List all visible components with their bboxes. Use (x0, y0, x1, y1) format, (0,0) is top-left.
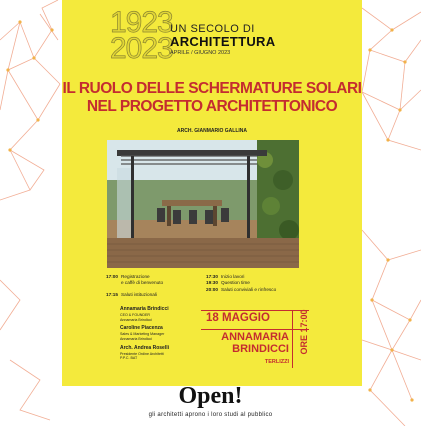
speaker-entry: Arch. Andrea Roselli (120, 344, 169, 351)
divider-vertical (292, 311, 293, 368)
program-item: 20:00 Saluti conviviali e rinfresco (206, 286, 277, 292)
talk-title-line2: NEL PROGETTO ARCHITETTONICO (86, 98, 338, 115)
program-item: 17:30 Inizio lavori (206, 274, 245, 279)
event-poster (62, 0, 362, 386)
program-item: 17:00 Registrazione (106, 274, 150, 279)
centenary-years (110, 8, 173, 64)
venue-line2: BRINDICCI (232, 342, 289, 355)
speaker-org: Annamaria Brindicci (120, 337, 152, 342)
event-date: 18 MAGGIO (206, 312, 270, 324)
program-item: e caffè di benvenuto (121, 280, 164, 286)
program-left (106, 274, 163, 298)
event-time: ORE 17:00 (299, 309, 309, 355)
speaker-org: P.P.C. BAT (120, 356, 138, 361)
speaker-role: CEO & FOUNDER (120, 312, 150, 317)
talk-title-line1: IL RUOLO DELLE SCHERMATURE SOLARI (62, 80, 362, 97)
series-dates: APRILE / GIUGNO 2023 (170, 50, 231, 56)
speaker-org: Annamaria Brindicci (120, 317, 152, 322)
year-end: 2023 (110, 32, 173, 65)
series-title (170, 23, 275, 56)
event-venue (201, 332, 289, 355)
pergola-photo (107, 140, 299, 268)
speaker-role: Presidente Ordine Architetti (120, 351, 164, 356)
speaker-role: Sales & Marketing Manager (120, 332, 165, 337)
year-start: 1923 (110, 6, 173, 39)
venue-line1: ANNAMARIA (221, 331, 289, 343)
speaker-list (120, 306, 169, 361)
series-line2: ARCHITETTURA (170, 34, 276, 49)
open-tagline: gli architetti aprono i loro studi al pubblico (148, 412, 273, 418)
program-right (206, 274, 276, 293)
program-item: 17:15 Saluti istituzionali (106, 291, 157, 297)
open-logo: Open! (178, 383, 243, 409)
series-line1: UN SECOLO DI (170, 23, 255, 35)
speaker-entry: Annamaria Brindicci (120, 306, 169, 312)
event-city: TERLIZZI (264, 359, 289, 365)
program-item: 19:30 Question time (206, 280, 250, 286)
speaker-credit: ARCH. GIANMARIO GALLINA (177, 128, 247, 134)
speaker-entry: Caroline Piacenza (120, 325, 163, 332)
